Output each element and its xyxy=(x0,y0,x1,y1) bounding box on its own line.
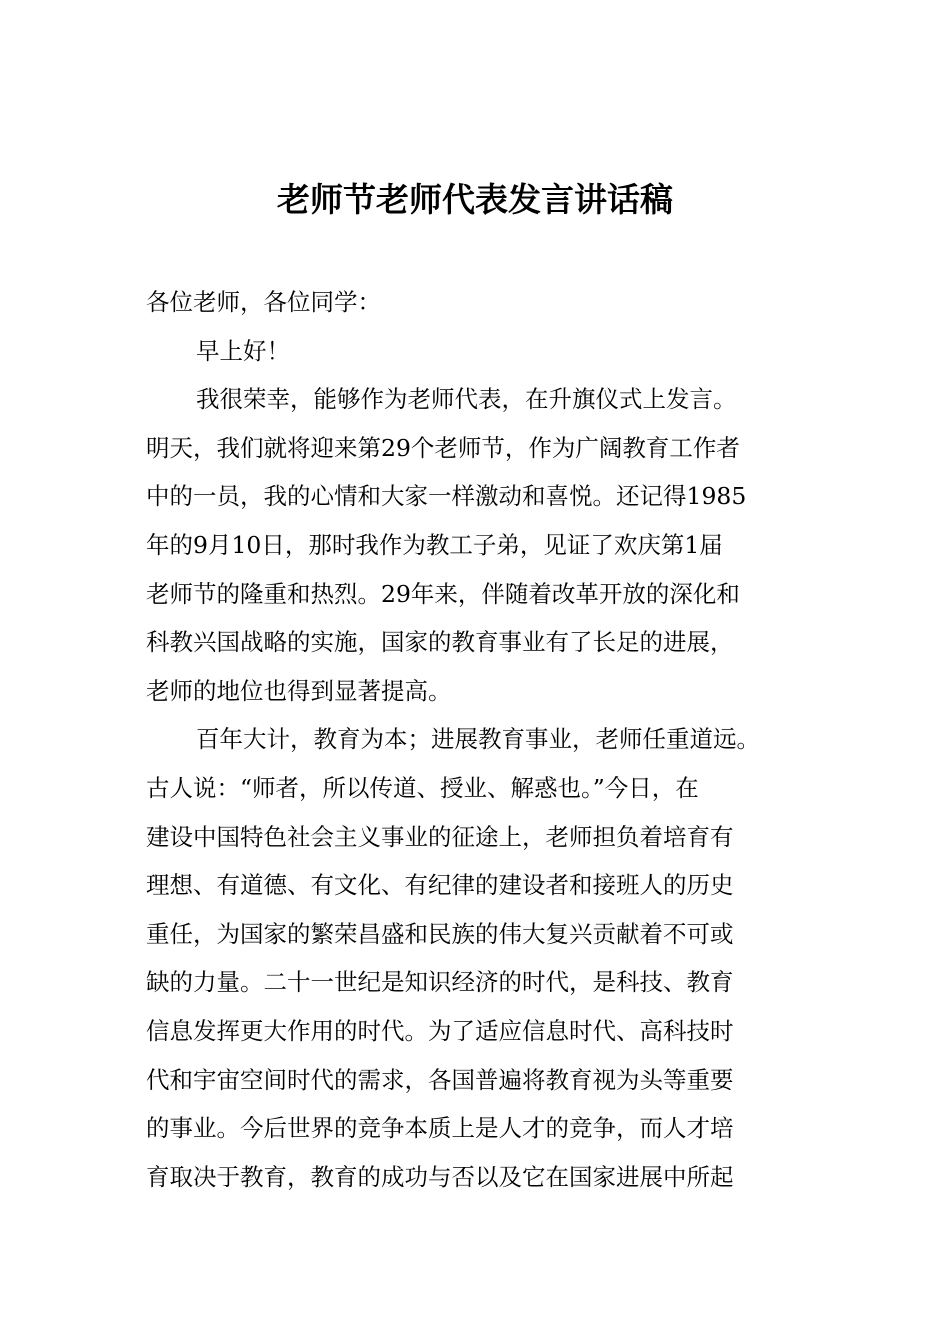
paragraph-1-line-1: 我很荣幸，能够作为老师代表，在升旗仪式上发言。 xyxy=(196,385,737,414)
paragraph-2-line-3: 建设中国特色社会主义事业的征途上，老师担负着培育有 xyxy=(146,822,734,851)
paragraph-1-line-7: 老师的地位也得到显著提高。 xyxy=(146,676,452,705)
paragraph-2-line-10: 育取决于教育，教育的成功与否以及它在国家进展中所起 xyxy=(146,1162,734,1191)
paragraph-2-line-8: 代和宇宙空间时代的需求，各国普遍将教育视为头等重要 xyxy=(146,1065,734,1094)
paragraph-1-line-6: 科教兴国战略的实施，国家的教育事业有了长足的进展， xyxy=(146,628,734,657)
paragraph-2-line-4: 理想、有道德、有文化、有纪律的建设者和接班人的历史 xyxy=(146,871,734,900)
paragraph-2-line-2: 古人说：“师者，所以传道、授业、解惑也。”今日，在 xyxy=(146,773,699,802)
paragraph-1-line-3: 中的一员，我的心情和大家一样激动和喜悦。还记得1985 xyxy=(146,482,747,511)
paragraph-2-line-6: 缺的力量。二十一世纪是知识经济的时代，是科技、教育 xyxy=(146,968,734,997)
paragraph-2-line-9: 的事业。今后世界的竞争本质上是人才的竞争，而人才培 xyxy=(146,1114,734,1143)
paragraph-2-line-5: 重任，为国家的繁荣昌盛和民族的伟大复兴贡献着不可或 xyxy=(146,919,734,948)
salutation-line: 各位老师，各位同学： xyxy=(146,288,381,316)
greeting-line: 早上好！ xyxy=(196,336,290,365)
paragraph-1-line-2: 明天，我们就将迎来第29个老师节，作为广阔教育工作者 xyxy=(146,433,740,462)
paragraph-1-line-5: 老师节的隆重和热烈。29年来，伴随着改革开放的深化和 xyxy=(146,579,740,608)
document-body xyxy=(146,278,806,1201)
document-title: 老师节老师代表发言讲话稿 xyxy=(277,180,673,219)
paragraph-2-line-7: 信息发挥更大作用的时代。为了适应信息时代、高科技时 xyxy=(146,1016,734,1045)
paragraph-1-line-4: 年的9月10日，那时我作为教工子弟，见证了欢庆第1届 xyxy=(146,530,723,559)
paragraph-2-line-1: 百年大计，教育为本；进展教育事业，老师任重道远。 xyxy=(196,725,760,754)
